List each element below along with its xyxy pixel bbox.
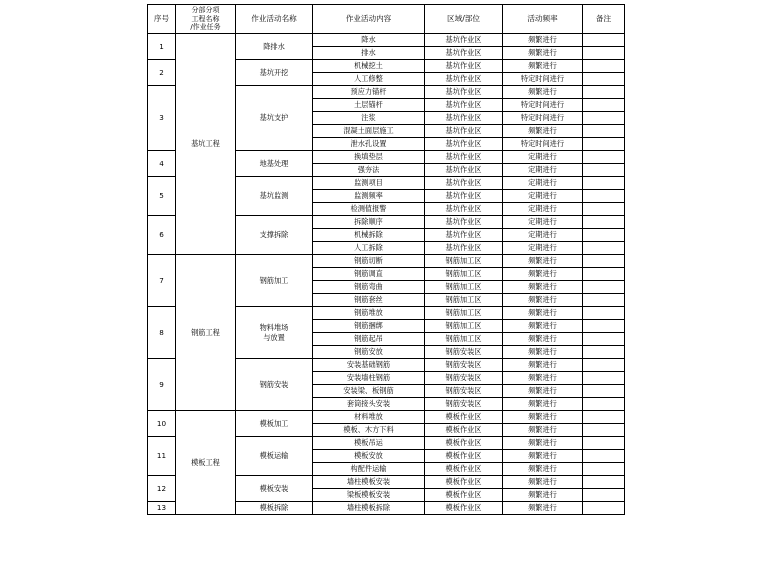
category-cell: 基坑工程 xyxy=(176,34,236,255)
frequency-cell: 频繁进行 xyxy=(503,255,583,268)
remarks-cell xyxy=(583,372,625,385)
remarks-cell xyxy=(583,86,625,99)
header-area: 区域/部位 xyxy=(425,5,503,34)
remarks-cell xyxy=(583,203,625,216)
activity-content-cell: 强夯法 xyxy=(313,164,425,177)
frequency-cell: 频繁进行 xyxy=(503,372,583,385)
activity-content-cell: 检测值报警 xyxy=(313,203,425,216)
remarks-cell xyxy=(583,281,625,294)
frequency-cell: 定期进行 xyxy=(503,242,583,255)
activity-content-cell: 钢筋切断 xyxy=(313,255,425,268)
frequency-cell: 频繁进行 xyxy=(503,385,583,398)
category-cell: 钢筋工程 xyxy=(176,255,236,411)
area-cell: 基坑作业区 xyxy=(425,151,503,164)
activity-content-cell: 换填垫层 xyxy=(313,151,425,164)
frequency-cell: 频繁进行 xyxy=(503,281,583,294)
frequency-cell: 频繁进行 xyxy=(503,398,583,411)
frequency-cell: 定期进行 xyxy=(503,229,583,242)
remarks-cell xyxy=(583,112,625,125)
activity-content-cell: 墙柱模板拆除 xyxy=(313,502,425,515)
remarks-cell xyxy=(583,502,625,515)
frequency-cell: 定期进行 xyxy=(503,164,583,177)
activity-content-cell: 材料堆放 xyxy=(313,411,425,424)
area-cell: 钢筋安装区 xyxy=(425,372,503,385)
remarks-cell xyxy=(583,450,625,463)
activity-content-cell: 墙柱模板安装 xyxy=(313,476,425,489)
activity-content-cell: 土层锚杆 xyxy=(313,99,425,112)
area-cell: 基坑作业区 xyxy=(425,86,503,99)
seq-cell: 11 xyxy=(148,437,176,476)
remarks-cell xyxy=(583,476,625,489)
seq-cell: 1 xyxy=(148,34,176,60)
remarks-cell xyxy=(583,437,625,450)
frequency-cell: 频繁进行 xyxy=(503,346,583,359)
remarks-cell xyxy=(583,216,625,229)
activity-content-cell: 安装墙柱钢筋 xyxy=(313,372,425,385)
activity-content-cell: 钢筋安放 xyxy=(313,346,425,359)
area-cell: 基坑作业区 xyxy=(425,125,503,138)
area-cell: 基坑作业区 xyxy=(425,242,503,255)
frequency-cell: 定期进行 xyxy=(503,203,583,216)
frequency-cell: 定期进行 xyxy=(503,177,583,190)
remarks-cell xyxy=(583,99,625,112)
activity-name-cell: 物料堆场 与放置 xyxy=(236,307,313,359)
area-cell: 钢筋安装区 xyxy=(425,359,503,372)
activity-name-cell: 钢筋安装 xyxy=(236,359,313,411)
activity-table xyxy=(147,4,625,515)
remarks-cell xyxy=(583,151,625,164)
area-cell: 基坑作业区 xyxy=(425,216,503,229)
frequency-cell: 频繁进行 xyxy=(503,476,583,489)
remarks-cell xyxy=(583,190,625,203)
area-cell: 钢筋加工区 xyxy=(425,333,503,346)
area-cell: 基坑作业区 xyxy=(425,177,503,190)
remarks-cell xyxy=(583,424,625,437)
table-body xyxy=(148,34,625,515)
remarks-cell xyxy=(583,138,625,151)
area-cell: 基坑作业区 xyxy=(425,112,503,125)
remarks-cell xyxy=(583,489,625,502)
activity-content-cell: 人工拆除 xyxy=(313,242,425,255)
activity-content-cell: 钢筋捆绑 xyxy=(313,320,425,333)
remarks-cell xyxy=(583,47,625,60)
activity-content-cell: 构配件运输 xyxy=(313,463,425,476)
area-cell: 模板作业区 xyxy=(425,463,503,476)
area-cell: 钢筋安装区 xyxy=(425,385,503,398)
seq-cell: 10 xyxy=(148,411,176,437)
activity-name-cell: 模板加工 xyxy=(236,411,313,437)
activity-content-cell: 泄水孔设置 xyxy=(313,138,425,151)
remarks-cell xyxy=(583,125,625,138)
activity-content-cell: 排水 xyxy=(313,47,425,60)
activity-content-cell: 模板吊运 xyxy=(313,437,425,450)
frequency-cell: 频繁进行 xyxy=(503,268,583,281)
seq-cell: 2 xyxy=(148,60,176,86)
remarks-cell xyxy=(583,229,625,242)
activity-name-cell: 模板运输 xyxy=(236,437,313,476)
frequency-cell: 频繁进行 xyxy=(503,125,583,138)
activity-content-cell: 安装基础钢筋 xyxy=(313,359,425,372)
remarks-cell xyxy=(583,346,625,359)
frequency-cell: 特定时间进行 xyxy=(503,112,583,125)
remarks-cell xyxy=(583,60,625,73)
activity-content-cell: 机械挖土 xyxy=(313,60,425,73)
remarks-cell xyxy=(583,398,625,411)
frequency-cell: 频繁进行 xyxy=(503,424,583,437)
activity-name-cell: 基坑开挖 xyxy=(236,60,313,86)
remarks-cell xyxy=(583,411,625,424)
area-cell: 模板作业区 xyxy=(425,424,503,437)
remarks-cell xyxy=(583,385,625,398)
seq-cell: 6 xyxy=(148,216,176,255)
area-cell: 模板作业区 xyxy=(425,476,503,489)
header-remarks: 备注 xyxy=(583,5,625,34)
remarks-cell xyxy=(583,333,625,346)
frequency-cell: 特定时间进行 xyxy=(503,73,583,86)
seq-cell: 5 xyxy=(148,177,176,216)
seq-cell: 9 xyxy=(148,359,176,411)
frequency-cell: 频繁进行 xyxy=(503,47,583,60)
header-category: 分部分项 工程名称 /作业任务 xyxy=(176,5,236,34)
area-cell: 基坑作业区 xyxy=(425,138,503,151)
area-cell: 钢筋加工区 xyxy=(425,268,503,281)
activity-content-cell: 钢筋起吊 xyxy=(313,333,425,346)
area-cell: 基坑作业区 xyxy=(425,164,503,177)
activity-content-cell: 梁板模板安装 xyxy=(313,489,425,502)
area-cell: 基坑作业区 xyxy=(425,190,503,203)
frequency-cell: 频繁进行 xyxy=(503,411,583,424)
header-frequency: 活动频率 xyxy=(503,5,583,34)
activity-content-cell: 模板安放 xyxy=(313,450,425,463)
area-cell: 钢筋安装区 xyxy=(425,398,503,411)
remarks-cell xyxy=(583,255,625,268)
table-row xyxy=(148,34,625,47)
area-cell: 模板作业区 xyxy=(425,437,503,450)
remarks-cell xyxy=(583,463,625,476)
frequency-cell: 特定时间进行 xyxy=(503,138,583,151)
activity-name-cell: 降排水 xyxy=(236,34,313,60)
remarks-cell xyxy=(583,359,625,372)
activity-content-cell: 监测频率 xyxy=(313,190,425,203)
frequency-cell: 频繁进行 xyxy=(503,359,583,372)
frequency-cell: 频繁进行 xyxy=(503,333,583,346)
frequency-cell: 频繁进行 xyxy=(503,294,583,307)
area-cell: 钢筋加工区 xyxy=(425,255,503,268)
area-cell: 模板作业区 xyxy=(425,411,503,424)
area-cell: 基坑作业区 xyxy=(425,99,503,112)
activity-content-cell: 混凝土面层施工 xyxy=(313,125,425,138)
activity-content-cell: 监测项目 xyxy=(313,177,425,190)
area-cell: 钢筋安装区 xyxy=(425,346,503,359)
activity-content-cell: 钢筋堆放 xyxy=(313,307,425,320)
category-cell: 模板工程 xyxy=(176,411,236,515)
remarks-cell xyxy=(583,73,625,86)
remarks-cell xyxy=(583,177,625,190)
frequency-cell: 频繁进行 xyxy=(503,463,583,476)
activity-content-cell: 人工修整 xyxy=(313,73,425,86)
seq-cell: 4 xyxy=(148,151,176,177)
remarks-cell xyxy=(583,294,625,307)
frequency-cell: 频繁进行 xyxy=(503,502,583,515)
activity-name-cell: 支撑拆除 xyxy=(236,216,313,255)
header-row xyxy=(148,5,625,34)
activity-name-cell: 基坑监测 xyxy=(236,177,313,216)
activity-name-cell: 钢筋加工 xyxy=(236,255,313,307)
activity-content-cell: 钢筋弯曲 xyxy=(313,281,425,294)
area-cell: 钢筋加工区 xyxy=(425,281,503,294)
remarks-cell xyxy=(583,268,625,281)
area-cell: 基坑作业区 xyxy=(425,203,503,216)
activity-content-cell: 钢筋调直 xyxy=(313,268,425,281)
activity-name-cell: 基坑支护 xyxy=(236,86,313,151)
remarks-cell xyxy=(583,307,625,320)
activity-content-cell: 套筒接头安装 xyxy=(313,398,425,411)
seq-cell: 13 xyxy=(148,502,176,515)
seq-cell: 12 xyxy=(148,476,176,502)
frequency-cell: 频繁进行 xyxy=(503,307,583,320)
frequency-cell: 频繁进行 xyxy=(503,450,583,463)
activity-content-cell: 模板、木方下料 xyxy=(313,424,425,437)
area-cell: 基坑作业区 xyxy=(425,34,503,47)
seq-cell: 7 xyxy=(148,255,176,307)
activity-name-cell: 地基处理 xyxy=(236,151,313,177)
frequency-cell: 定期进行 xyxy=(503,216,583,229)
remarks-cell xyxy=(583,164,625,177)
frequency-cell: 频繁进行 xyxy=(503,320,583,333)
frequency-cell: 频繁进行 xyxy=(503,489,583,502)
area-cell: 基坑作业区 xyxy=(425,229,503,242)
activity-content-cell: 预应力锚杆 xyxy=(313,86,425,99)
area-cell: 基坑作业区 xyxy=(425,60,503,73)
activity-content-cell: 注浆 xyxy=(313,112,425,125)
frequency-cell: 频繁进行 xyxy=(503,34,583,47)
frequency-cell: 定期进行 xyxy=(503,190,583,203)
seq-cell: 8 xyxy=(148,307,176,359)
activity-content-cell: 拆除顺序 xyxy=(313,216,425,229)
area-cell: 模板作业区 xyxy=(425,450,503,463)
remarks-cell xyxy=(583,34,625,47)
area-cell: 基坑作业区 xyxy=(425,47,503,60)
activity-content-cell: 机械拆除 xyxy=(313,229,425,242)
header-activity-name: 作业活动名称 xyxy=(236,5,313,34)
activity-name-cell: 模板拆除 xyxy=(236,502,313,515)
area-cell: 模板作业区 xyxy=(425,502,503,515)
activity-content-cell: 安装梁、板钢筋 xyxy=(313,385,425,398)
area-cell: 钢筋加工区 xyxy=(425,320,503,333)
area-cell: 基坑作业区 xyxy=(425,73,503,86)
header-seq: 序号 xyxy=(148,5,176,34)
remarks-cell xyxy=(583,242,625,255)
activity-table-sheet xyxy=(147,4,624,515)
frequency-cell: 频繁进行 xyxy=(503,60,583,73)
table-row xyxy=(148,411,625,424)
header-activity-content: 作业活动内容 xyxy=(313,5,425,34)
area-cell: 模板作业区 xyxy=(425,489,503,502)
frequency-cell: 特定时间进行 xyxy=(503,99,583,112)
area-cell: 钢筋加工区 xyxy=(425,307,503,320)
activity-name-cell: 模板安装 xyxy=(236,476,313,502)
area-cell: 钢筋加工区 xyxy=(425,294,503,307)
frequency-cell: 频繁进行 xyxy=(503,437,583,450)
table-row xyxy=(148,255,625,268)
activity-content-cell: 降水 xyxy=(313,34,425,47)
activity-content-cell: 钢筋套丝 xyxy=(313,294,425,307)
frequency-cell: 频繁进行 xyxy=(503,86,583,99)
seq-cell: 3 xyxy=(148,86,176,151)
frequency-cell: 定期进行 xyxy=(503,151,583,164)
remarks-cell xyxy=(583,320,625,333)
